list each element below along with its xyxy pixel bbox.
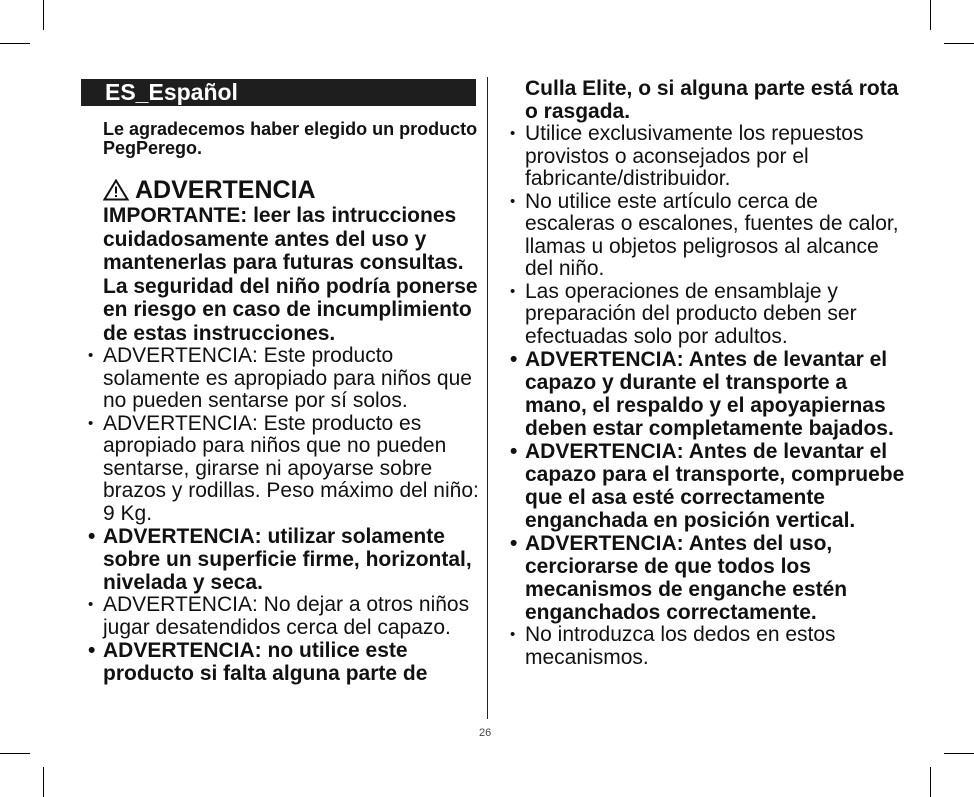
bullet-icon: • <box>510 282 516 300</box>
crop-mark <box>944 43 974 44</box>
list-item <box>510 440 910 532</box>
crop-mark <box>930 0 931 30</box>
list-item-text: Las operaciones de ensamblaje y preparación del producto deben ser efectuadas solo por adultos. <box>525 279 857 348</box>
list-item <box>510 191 910 281</box>
language-header: ES_Español <box>81 79 476 106</box>
warning-title: ADVERTENCIA <box>135 176 316 204</box>
crop-mark <box>944 753 974 754</box>
crop-mark <box>0 43 30 44</box>
list-item <box>88 639 480 685</box>
bullet-icon: • <box>510 532 518 555</box>
crop-mark <box>43 0 44 30</box>
list-item <box>510 532 910 624</box>
left-warning-list <box>88 345 480 685</box>
bullet-icon: • <box>510 192 516 210</box>
bullet-icon: • <box>88 639 96 662</box>
crop-mark <box>43 767 44 797</box>
list-item-text: ADVERTENCIA: Este producto es apropiado para niños que no pueden sentarse, girarse ni apoyarse sobre brazos y rodillas. Peso máximo del niño: 9 Kg. <box>103 411 479 525</box>
list-item <box>88 525 480 594</box>
bullet-icon: • <box>510 125 516 142</box>
warning-icon <box>103 179 129 201</box>
list-item <box>510 281 910 349</box>
list-item-text: ADVERTENCIA: Este producto solamente es apropiado para niños que no pueden sentarse por sí solos. <box>103 344 472 412</box>
list-item-text: ADVERTENCIA: No dejar a otros niños jugar desatendidos cerca del capazo. <box>103 593 470 639</box>
list-item-text: ADVERTENCIA: Antes de levantar el capazo y durante el transporte a mano, el respaldo y el apoyapiernas deben estar completamente bajados. <box>525 348 894 440</box>
bullet-icon: • <box>88 347 94 364</box>
bullet-icon: • <box>510 348 518 371</box>
list-item <box>88 345 480 413</box>
warning-heading <box>103 176 480 204</box>
list-item-text: Utilice exclusivamente los repuestos provistos o aconsejados por el fabricante/distribuidor. <box>525 122 864 190</box>
right-warning-list <box>510 123 910 669</box>
right-column <box>510 77 910 669</box>
list-item <box>510 123 910 191</box>
column-divider <box>487 77 488 719</box>
list-item-text: ADVERTENCIA: Antes de levantar el capazo para el transporte, compruebe que el asa esté correctamente enganchada en posición vertical. <box>525 440 905 532</box>
bullet-icon: • <box>88 596 94 613</box>
bullet-icon: • <box>88 525 96 548</box>
continued-text: Culla Elite, o si alguna parte está rota o rasgada. <box>525 77 899 123</box>
list-item <box>88 594 480 639</box>
crop-mark <box>0 753 30 754</box>
bullet-icon: • <box>88 414 94 432</box>
bullet-icon: • <box>510 626 516 643</box>
list-item-text: No utilice este artículo cerca de escaleras o escalones, fuentes de calor, llamas u objetos peligrosos al alcance del niño. <box>525 189 899 280</box>
bullet-icon: • <box>510 440 518 463</box>
list-item <box>510 624 910 669</box>
list-item <box>88 413 480 526</box>
thanks-text: Le agradecemos haber elegido un producto PegPerego. <box>103 119 478 158</box>
list-item <box>510 348 910 440</box>
list-item-text: ADVERTENCIA: Antes del uso, cerciorarse de que todos los mecanismos de enganche estén enganchados correctamente. <box>525 532 848 624</box>
list-item-text: ADVERTENCIA: no utilice este producto si falta alguna parte de <box>103 639 428 685</box>
important-notice: IMPORTANTE: leer las intrucciones cuidadosamente antes del uso y mantenerlas para futuras consultas. La seguridad del niño podría ponerse en riesgo en caso de incumplimiento de estas instrucciones. <box>103 204 478 345</box>
crop-mark <box>930 767 931 797</box>
left-column <box>88 80 480 685</box>
page-number: 26 <box>479 727 492 739</box>
list-item-text: No introduzca los dedos en estos mecanismos. <box>525 623 836 669</box>
list-item-text: ADVERTENCIA: utilizar solamente sobre un superficie firme, horizontal, nivelada y seca. <box>103 525 472 594</box>
